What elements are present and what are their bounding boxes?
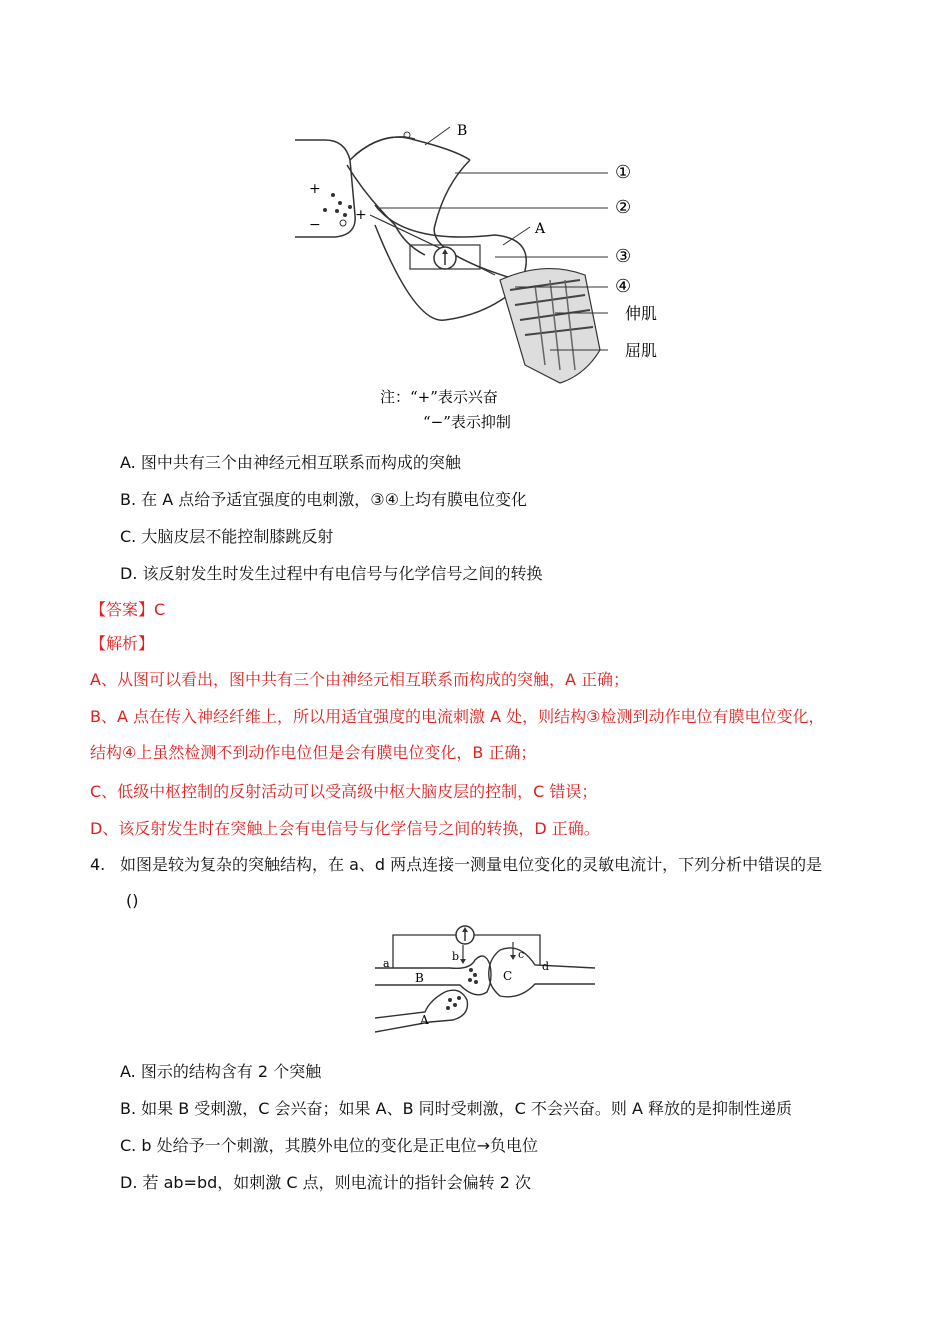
explanation-line: C、低级中枢控制的反射活动可以受高级中枢大脑皮层的控制，C 错误； — [90, 782, 598, 801]
q4-option-a: A. 图示的结构含有 2 个突触 — [120, 1062, 322, 1081]
explanation-line: D、该反射发生时在突触上会有电信号与化学信号之间的转换，D 正确。 — [90, 819, 600, 838]
point-c-label: c — [518, 948, 525, 961]
q4-stem: 如图是较为复杂的突触结构，在 a、d 两点连接一测量电位变化的灵敏电流计，下列分析中错误的是 — [120, 855, 823, 874]
neuron-C-label: C — [503, 969, 513, 983]
neuron-A-label: A — [420, 1013, 429, 1027]
point-b-label: b — [452, 950, 460, 963]
q4-number: 4. — [90, 855, 106, 874]
point-d-label: d — [542, 960, 550, 973]
q3-option-b: B. 在 A 点给予适宜强度的电刺激，③④上均有膜电位变化 — [120, 490, 527, 509]
circle-2: ② — [615, 197, 632, 218]
q4-option-c: C. b 处给予一个刺激，其膜外电位的变化是正电位→负电位 — [120, 1136, 538, 1155]
q4-paren: () — [126, 891, 139, 910]
plus-sign-2: + — [355, 207, 367, 223]
point-a-label: a — [383, 957, 390, 970]
note-line-2: “−”表示抑制 — [423, 413, 511, 431]
label-B: B — [457, 123, 468, 139]
label-A: A — [535, 221, 546, 237]
extensor-label: 伸肌 — [625, 304, 658, 323]
explanation-line: A、从图可以看出，图中共有三个由神经元相互联系而构成的突触，A 正确； — [90, 670, 629, 689]
reflex-arc-figure — [285, 115, 665, 435]
synapse-figure — [375, 920, 595, 1035]
q3-option-d: D. 该反射发生时发生过程中有电信号与化学信号之间的转换 — [120, 564, 543, 583]
neuron-B-label: B — [415, 971, 424, 985]
explanation-line: B、A 点在传入神经纤维上，所以用适宜强度的电流刺激 A 处，则结构③检测到动作电位有膜电位变化， — [90, 707, 825, 726]
flexor-label: 屈肌 — [625, 341, 658, 360]
note-line-1: 注：“+”表示兴奋 — [380, 388, 498, 406]
q4-option-d: D. 若 ab=bd，如刺激 C 点，则电流计的指针会偏转 2 次 — [120, 1173, 531, 1192]
circle-1: ① — [615, 162, 632, 183]
circle-3: ③ — [615, 246, 632, 267]
q4-option-b: B. 如果 B 受刺激，C 会兴奋；如果 A、B 同时受刺激，C 不会兴奋。则 A 释放的是抑制性递质 — [120, 1099, 793, 1118]
explanation-line: 结构④上虽然检测不到动作电位但是会有膜电位变化，B 正确； — [90, 743, 537, 762]
minus-sign: − — [309, 217, 321, 233]
circle-4: ④ — [615, 276, 632, 297]
q3-option-c: C. 大脑皮层不能控制膝跳反射 — [120, 527, 334, 546]
answer-label: 【答案】C — [90, 600, 166, 619]
plus-sign-1: + — [309, 181, 321, 197]
analysis-label: 【解析】 — [90, 634, 155, 653]
q3-option-a: A. 图中共有三个由神经元相互联系而构成的突触 — [120, 453, 461, 472]
